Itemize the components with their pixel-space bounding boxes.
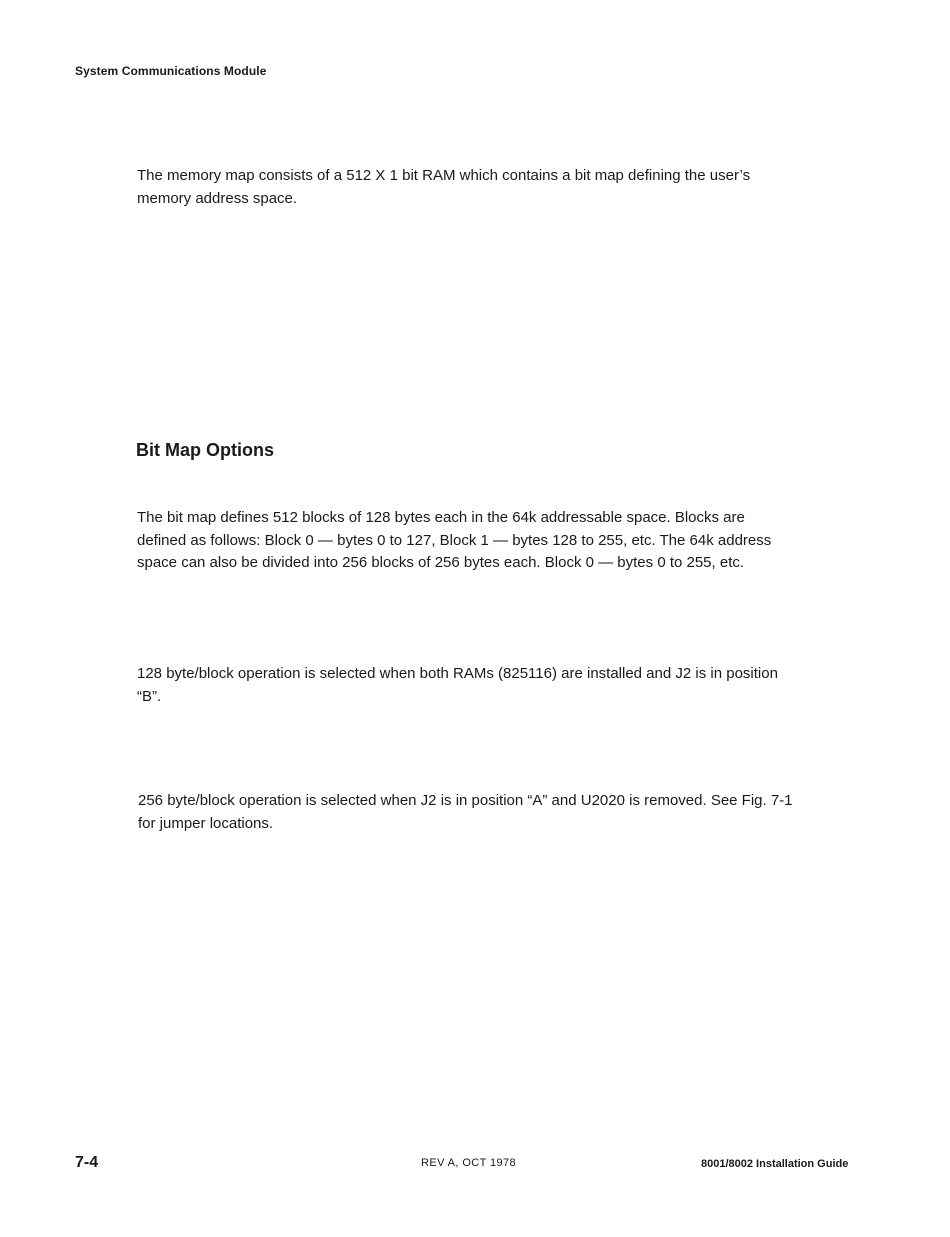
bit-map-blocks-paragraph: The bit map defines 512 blocks of 128 bytes each in the 64k addressable space. Blocks are defined as follows: Block 0 — bytes 0 to 127, Block 1 — bytes 128 to 255, etc. The 64k address space can also be divided into 256 blocks of 256 bytes each. Block 0 — bytes 0 to 255, etc. (137, 509, 772, 571)
document-title: 8001/8002 Installation Guide (701, 1158, 849, 1170)
block-256-paragraph: 256 byte/block operation is selected when J2 is in position “A” and U2020 is removed. See Fig. 7-1 for jumper locations. (138, 792, 793, 832)
page-number: 7-4 (75, 1154, 99, 1171)
revision-label: REV A, OCT 1978 (421, 1157, 517, 1169)
running-header: System Communications Module (75, 64, 267, 78)
section-heading: Bit Map Options (136, 440, 274, 460)
block-128-paragraph: 128 byte/block operation is selected when both RAMs (825116) are installed and J2 is in position “B”. (137, 665, 778, 705)
intro-paragraph: The memory map consists of a 512 X 1 bit RAM which contains a bit map defining the user’s memory address space. (137, 167, 751, 207)
